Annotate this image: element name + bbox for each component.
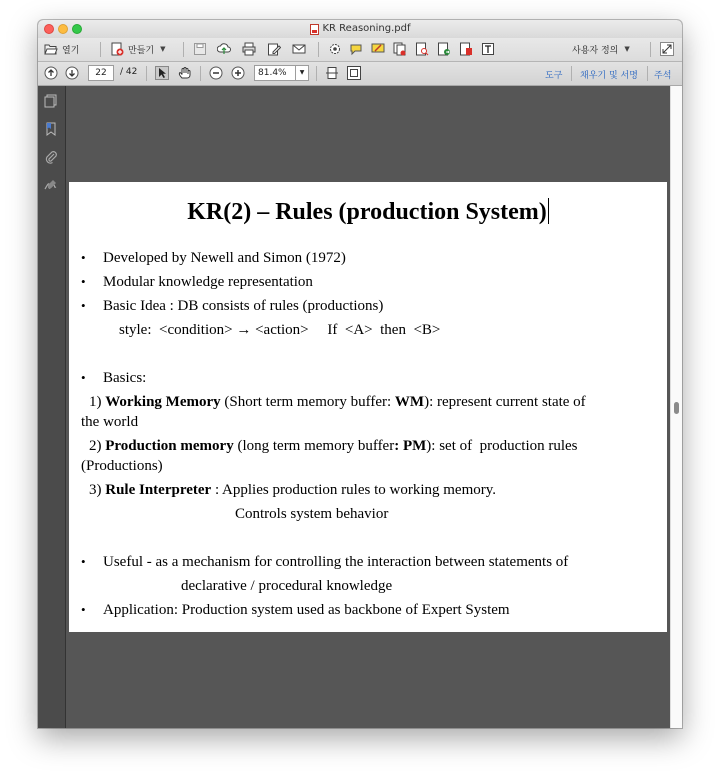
item-working-memory <box>89 392 586 412</box>
chevron-down-icon: ▼ <box>624 45 630 53</box>
edit-pdf-icon[interactable] <box>267 42 281 56</box>
item-rule-interpreter <box>89 480 496 500</box>
text-cursor <box>548 198 549 224</box>
email-icon[interactable] <box>292 42 306 56</box>
zoom-dropdown-button[interactable] <box>295 65 309 81</box>
page-number-input[interactable]: 22 <box>88 65 114 81</box>
item-production-memory-cont: (Productions) <box>81 458 163 474</box>
term-working-memory: Working Memory <box>105 394 221 410</box>
slide-title <box>69 194 667 230</box>
term-wm: WM <box>394 394 425 410</box>
bullet-modular: Modular knowledge representation <box>103 274 313 290</box>
save-icon[interactable] <box>193 42 207 56</box>
fit-width-icon[interactable] <box>325 66 339 80</box>
open-button[interactable] <box>44 38 79 60</box>
rule-style-line: style: <condition> → <action> If <A> then <B> <box>119 322 441 338</box>
comment-icon[interactable] <box>349 42 363 56</box>
toolbar-divider <box>183 42 184 57</box>
item-text: (Short term memory buffer: <box>220 394 395 410</box>
create-label: 만들기 <box>128 45 155 56</box>
maximize-window-button[interactable] <box>72 24 82 34</box>
bullet-useful <box>103 552 568 572</box>
navigation-toolbar <box>38 62 682 86</box>
highlight-icon[interactable] <box>371 42 385 56</box>
bullet-developed-by: Developed by Newell and Simon (1972) <box>103 250 346 266</box>
useful-head: Useful - <box>103 554 156 570</box>
document-canvas[interactable] <box>66 86 670 728</box>
next-page-icon[interactable] <box>65 66 79 80</box>
zoom-in-icon[interactable] <box>231 66 245 80</box>
item-text: : Applies production rules to working memory. <box>211 482 497 498</box>
create-pdf-icon <box>110 42 124 56</box>
navigation-sidebar <box>38 86 66 728</box>
text-tool-icon[interactable] <box>481 42 495 56</box>
open-label: 열기 <box>62 45 80 56</box>
bullet-dot: • <box>81 274 86 289</box>
fill-and-sign-link[interactable]: 채우기 및 서명 <box>580 71 638 81</box>
item-text: (long term memory buffer <box>233 438 395 454</box>
vertical-scrollbar[interactable] <box>670 86 682 728</box>
toolbar-divider <box>650 42 651 57</box>
bullet-dot: • <box>81 554 86 569</box>
zoom-out-icon[interactable] <box>209 66 223 80</box>
toolbar-divider <box>200 66 201 81</box>
item-text: ): represent current state of <box>424 394 586 410</box>
page-thumbnails-icon[interactable] <box>44 94 58 108</box>
item-number: 1) <box>89 394 106 410</box>
title-bar <box>38 20 682 38</box>
signature-icon[interactable] <box>44 178 58 192</box>
export-pdf-icon[interactable] <box>437 42 451 56</box>
item-number: 2) <box>89 438 106 454</box>
minimize-window-button[interactable] <box>58 24 68 34</box>
fullscreen-icon[interactable] <box>660 42 674 56</box>
bullet-dot: • <box>81 298 86 313</box>
bullet-basic-idea: Basic Idea : DB consists of rules (productions) <box>103 298 384 314</box>
select-tool-icon[interactable] <box>155 66 169 80</box>
item-working-memory-cont: the world <box>81 414 139 430</box>
window-title: KR Reasoning.pdf <box>322 23 411 34</box>
bullet-useful-cont: declarative / procedural knowledge <box>181 578 393 594</box>
bookmark-icon[interactable] <box>44 122 58 136</box>
customize-label: 사용자 정의 <box>572 45 619 56</box>
zoom-input[interactable]: 81.4% <box>254 65 296 81</box>
bullet-application: Application: Production system used as backbone of Expert System <box>103 602 510 618</box>
customize-dropdown[interactable] <box>572 38 630 60</box>
close-window-button[interactable] <box>44 24 54 34</box>
pdf-page[interactable] <box>69 182 667 632</box>
chevron-down-icon: ▼ <box>299 69 305 76</box>
tools-link[interactable]: 도구 <box>545 71 563 81</box>
main-toolbar <box>38 38 682 62</box>
toolbar-divider <box>571 66 572 81</box>
toolbar-divider <box>146 66 147 81</box>
combine-files-icon[interactable] <box>393 42 407 56</box>
print-icon[interactable] <box>242 42 256 56</box>
item-number: 3) <box>89 482 106 498</box>
term-rule-interpreter: Rule Interpreter <box>105 482 212 498</box>
pdf-file-icon <box>310 24 319 35</box>
useful-text: as a mechanism for controlling the interaction between statements of <box>155 554 569 570</box>
bullet-dot: • <box>81 602 86 617</box>
stamp-icon[interactable] <box>459 42 473 56</box>
comment-link[interactable]: 주석 <box>654 71 672 81</box>
fit-page-icon[interactable] <box>347 66 361 80</box>
cloud-upload-icon[interactable] <box>217 42 231 56</box>
item-text: ): set of production rules <box>426 438 578 454</box>
toolbar-divider <box>100 42 101 57</box>
slide-title-text: KR(2) – Rules (production System) <box>187 199 547 225</box>
gear-icon[interactable] <box>328 42 342 56</box>
toolbar-divider <box>647 66 648 81</box>
app-window <box>38 20 682 728</box>
chevron-down-icon: ▼ <box>160 45 166 53</box>
toolbar-divider <box>318 42 319 57</box>
toolbar-divider <box>316 66 317 81</box>
item-rule-interpreter-cont: Controls system behavior <box>235 506 389 522</box>
attachment-icon[interactable] <box>44 150 58 164</box>
folder-open-icon <box>44 42 58 56</box>
term-pm: : PM <box>394 438 427 454</box>
bullet-dot: • <box>81 250 86 265</box>
previous-page-icon[interactable] <box>44 66 58 80</box>
bullet-dot: • <box>81 370 86 385</box>
page-total: / 42 <box>120 67 138 77</box>
hand-tool-icon[interactable] <box>178 66 192 80</box>
create-button[interactable] <box>110 38 165 60</box>
bullet-basics: Basics: <box>103 370 147 386</box>
item-production-memory <box>89 436 578 456</box>
term-production-memory: Production memory <box>105 438 234 454</box>
scrollbar-thumb[interactable] <box>674 402 679 414</box>
search-document-icon[interactable] <box>415 42 429 56</box>
